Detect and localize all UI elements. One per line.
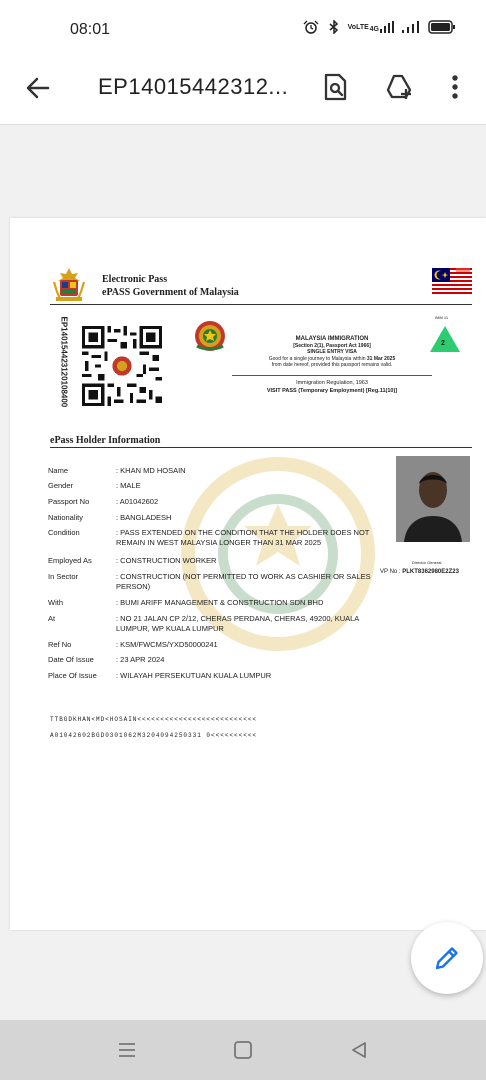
from-date-text: from date hereof, provided this passport remains valid. [271,362,393,368]
passport-act: [Section 2(1), Passport Act 1966] [293,342,371,349]
signature-label: Director General [412,560,442,565]
field-value: : NO 21 JALAN CP 2/12, CHERAS PERDANA, CHERAS, 49200, KUALA LUMPUR, WP KUALA LUMPUR [116,614,359,633]
field-value: : A01042602 [116,497,159,506]
home-icon[interactable] [232,1040,254,1060]
back-icon[interactable] [348,1040,370,1060]
machine-readable-zone [50,712,257,744]
back-arrow-icon[interactable] [24,74,52,102]
section-title: ePass Holder Information [50,435,472,448]
field-label: With [48,598,63,607]
epass-number-vertical [58,318,70,410]
4g-signal-icon [370,21,394,33]
field-label: Condition [48,528,80,537]
entry-count-number: 2 [441,340,445,347]
entry-count-badge [428,324,462,354]
edit-button[interactable] [411,922,483,994]
immigration-crest-logo [192,318,228,354]
field-label: Name [48,466,69,475]
more-vert-icon[interactable] [442,72,468,102]
system-nav-bar [0,1020,486,1080]
field-label: Nationality [48,513,84,522]
malaysia-crest-logo [50,266,88,304]
visit-pass-text: VISIT PASS (Temporary Employment) [Reg.11(10)] [266,388,398,394]
qr-code [82,326,162,406]
header-line-2: ePASS Government of Malaysia [102,287,239,298]
clock: 08:01 [70,21,111,38]
network-type: 4G [369,26,379,33]
bluetooth-icon [328,20,340,34]
vp-value: PLKT8362980E2Z23 [402,569,459,575]
app-bar [0,52,486,125]
good-for-date: 31 Mar 2025 [366,355,396,362]
field-label: Ref No [48,640,72,649]
signal-icon [402,21,420,33]
field-value: : KHAN MD HOSAIN [116,466,186,475]
field-label: Gender [48,481,74,490]
field-value: : CONSTRUCTION WORKER [116,556,217,565]
vp-label: VP No : [380,569,401,575]
field-label: Employed As [48,556,92,565]
field-value: : PASS EXTENDED ON THE CONDITION THAT THE HOLDER DOES NOT REMAIN IN WEST MALAYSIA LONGER THAN 31 MAR 2025 [116,528,370,547]
vp-number [380,569,459,575]
document-header [50,266,472,305]
edit-pencil-icon [433,944,461,972]
header-title [102,273,239,299]
field-value: : MALE [116,481,141,490]
field-value: : KSM/FWCMS/YXD50000241 [116,640,218,649]
mrz-line-2: A01042602BGD0301062M3204094250331 0<<<<<<<<<< [50,732,258,739]
field-value: : 23 APR 2024 [116,655,165,664]
visa-type: SINGLE ENTRY VISA [307,349,357,355]
field-label: Passport No [48,497,90,506]
malaysia-flag-logo [432,268,472,294]
divider [232,375,432,376]
field-label: Date Of Issue [48,655,94,664]
good-for-text: Good for a single journey to Malaysia within [268,355,366,362]
recent-apps-icon[interactable] [116,1040,138,1060]
status-icons [302,20,456,34]
field-label: Place Of Issue [48,671,97,680]
field-value: : BANGLADESH [116,513,172,522]
add-to-drive-icon[interactable] [384,72,414,102]
status-bar [0,0,486,52]
find-in-page-icon[interactable] [320,72,350,102]
field-value: : WILAYAH PERSEKUTUAN KUALA LUMPUR [116,671,272,680]
battery-icon [428,20,456,34]
header-line-1: Electronic Pass [102,274,168,285]
field-value: : BUMI ARIFF MANAGEMENT & CONSTRUCTION SDN BHD [116,598,324,607]
side-code-text: EP140154423120108400 [59,316,69,408]
regulation-text: Immigration Regulation, 1963 [296,379,368,386]
field-label: At [48,614,56,623]
immigration-visa-block [232,336,432,395]
document-page[interactable] [10,218,486,930]
immigration-title: MALAYSIA IMMIGRATION [295,336,369,342]
mrz-line-1: TTBGDKHAN<MD<HOSAIN<<<<<<<<<<<<<<<<<<<<<<<<<< [50,716,258,723]
document-title: EP14015442312... [98,74,289,99]
field-label: In Sector [48,572,79,581]
form-number: IMM 11 [435,315,449,320]
field-value: : CONSTRUCTION (NOT PERMITTED TO WORK AS CASHIER OR SALES PERSON) [116,572,371,591]
volte-icon: VoLTE [347,23,369,31]
holder-photo [396,456,470,542]
person-photo-icon [396,456,470,542]
alarm-icon [302,20,320,34]
